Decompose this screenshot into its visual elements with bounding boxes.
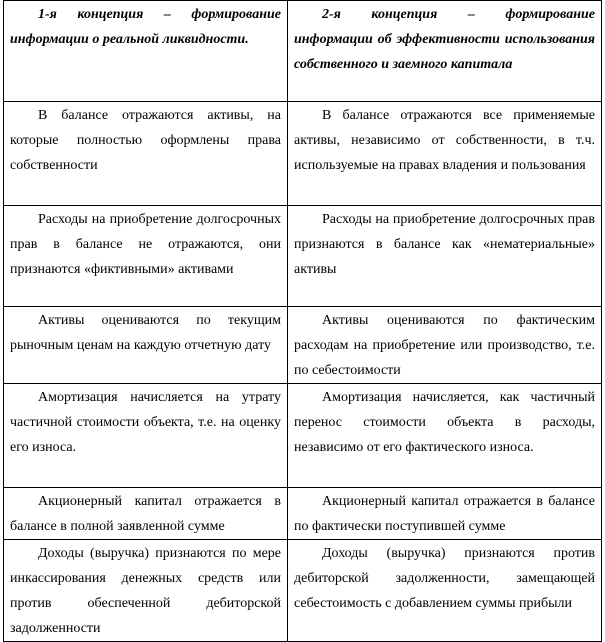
table-row	[4, 384, 602, 488]
cell-concept-1	[4, 540, 288, 642]
header-concept-2	[288, 1, 602, 102]
cell-concept-2	[288, 206, 602, 307]
cell-concept-2	[288, 307, 602, 384]
cell-concept-2	[288, 540, 602, 642]
cell-text: Амортизация начисляется на утрату частичной стоимости объекта, т.е. на оценку его износа.	[10, 390, 281, 455]
cell-text: Активы оцениваются по текущим рыночным ценам на каждую отчетную дату	[10, 313, 281, 353]
cell-concept-2	[288, 384, 602, 488]
cell-text: Доходы (выручка) признаются по мере инкассирования денежных средств или против обеспеченной дебиторской задолженности	[10, 546, 281, 636]
header-text: 1-я концепция – формирование информации о реальной ликвидности.	[10, 7, 281, 47]
cell-text: Амортизация начисляется, как частичный перенос стоимости объекта в расходы, независимо от его фактического износа.	[294, 390, 595, 455]
cell-text: Расходы на приобретение долгосрочных прав признаются в балансе как «нематериальные» активы	[294, 212, 595, 277]
table-row	[4, 307, 602, 384]
cell-text: Расходы на приобретение долгосрочных прав в балансе не отражаются, они признаются «фиктивными» активами	[10, 212, 281, 277]
cell-concept-1	[4, 488, 288, 540]
table-row	[4, 540, 602, 642]
cell-concept-1	[4, 384, 288, 488]
cell-text: Акционерный капитал отражается в балансе по фактически поступившей сумме	[294, 494, 595, 534]
cell-text: Акционерный капитал отражается в балансе в полной заявленной сумме	[10, 494, 281, 534]
concepts-comparison-table	[3, 0, 602, 642]
cell-text: Доходы (выручка) признаются против дебиторской задолженности, замещающей себестоимость с добавлением суммы прибыли	[294, 546, 595, 611]
header-row	[4, 1, 602, 102]
cell-text: В балансе отражаются все применяемые активы, независимо от собственности, в т.ч. используемые на правах владения и пользования	[294, 108, 595, 173]
cell-concept-2	[288, 102, 602, 206]
cell-concept-2	[288, 488, 602, 540]
cell-concept-1	[4, 102, 288, 206]
header-concept-1	[4, 1, 288, 102]
cell-text: В балансе отражаются активы, на которые полностью оформлены права собственности	[10, 108, 281, 173]
table-row	[4, 488, 602, 540]
table-row	[4, 206, 602, 307]
table-row	[4, 102, 602, 206]
header-text: 2-я концепция – формирование информации об эффективности использования собственного и заемного капитала	[294, 7, 595, 72]
cell-concept-1	[4, 307, 288, 384]
cell-text: Активы оцениваются по фактическим расходам на приобретение или производство, т.е. по себестоимости	[294, 313, 595, 378]
cell-concept-1	[4, 206, 288, 307]
